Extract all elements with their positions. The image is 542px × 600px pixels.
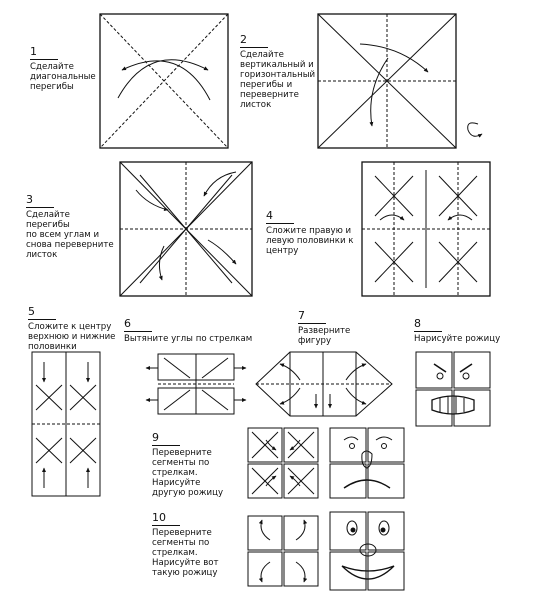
step-instruction: Вытяните углы по стрелкам [124,334,253,344]
step-4-caption [266,210,358,256]
step-instruction: Сложите правую и левую половинки к центру [266,226,354,256]
step-2-figure [318,14,482,148]
step-number: 7 [298,310,326,324]
step-10-caption [152,512,244,578]
step-1-figure [100,14,228,148]
step-number: 6 [124,318,152,332]
step-number: 9 [152,432,180,446]
step-10-figure [248,512,404,590]
step-9-caption [152,432,244,498]
step-instruction: Сделайте перегибы по всем углам и снова переверните листок [26,210,114,260]
step-2-caption [240,34,316,110]
step-1-caption [30,46,98,92]
step-number: 3 [26,194,54,208]
step-7-caption [298,310,378,346]
step-5-figure [32,352,100,496]
step-number: 8 [414,318,442,332]
step-9-figure [248,428,404,498]
step-instruction: Нарисуйте рожицу [414,334,501,344]
step-number: 2 [240,34,268,48]
step-instruction: Сделайте диагональные перегибы [30,62,96,92]
step-instruction: Сложите к центру верхнюю и нижние половинки [28,322,116,352]
step-8-figure [416,352,490,426]
step-number: 10 [152,512,180,526]
step-3-caption [26,194,116,260]
step-4-figure [362,162,490,296]
step-3-figure [120,162,252,296]
flip-arrow-icon [468,123,482,136]
step-number: 5 [28,306,56,320]
step-6-figure [146,354,246,414]
step-instruction: Сделайте вертикальный и горизонтальный перегибы и переверните листок [240,50,316,110]
step-instruction: Переверните сегменты по стрелкам. Нарисуйте другую рожицу [152,448,224,498]
step-number: 1 [30,46,58,60]
step-instruction: Переверните сегменты по стрелкам. Нарисуйте вот такую рожицу [152,528,219,578]
step-6-caption [124,318,264,344]
step-5-caption [28,306,120,352]
step-number: 4 [266,210,294,224]
step-7-figure [256,352,392,416]
step-instruction: Разверните фигуру [298,326,351,346]
step-8-caption [414,318,518,344]
